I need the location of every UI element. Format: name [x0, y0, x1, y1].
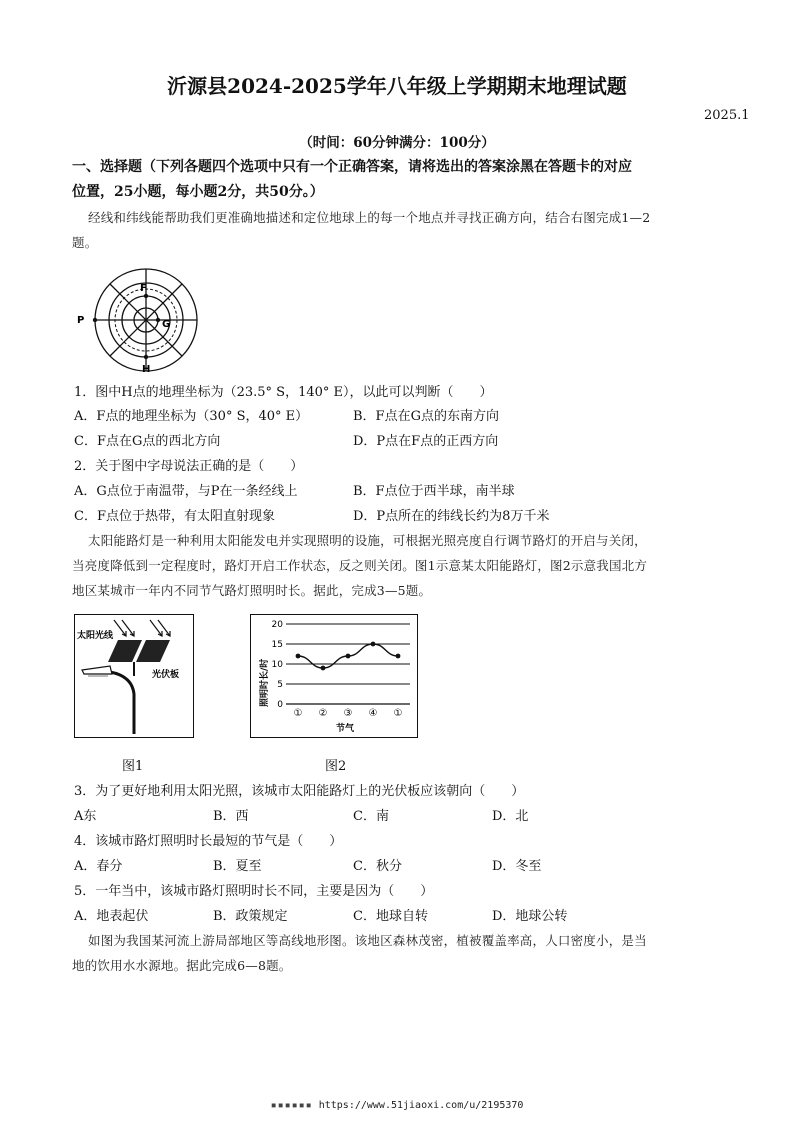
- x-tick-label: ③: [343, 708, 353, 719]
- data-point-1: [321, 666, 326, 671]
- y-tick-label: 5: [277, 680, 283, 690]
- y-tick-label: 15: [271, 640, 283, 650]
- q5-option-b: B．政策规定: [213, 909, 288, 924]
- solar-panel-left: [108, 640, 142, 662]
- y-tick-label: 10: [271, 660, 283, 670]
- q5-option-d: D．地球公转: [492, 909, 568, 924]
- q5-option-a: A．地表起伏: [74, 909, 149, 924]
- section-heading-line2: 位置，25小题，每小题2分，共50分。）: [72, 184, 324, 200]
- q4-option-a: A．春分: [74, 859, 123, 874]
- intro2-line2: 当亮度降低到一定程度时，路灯开启工作状态，反之则关闭。图1示意某太阳能路灯，图2示意我国北方: [72, 558, 648, 573]
- figure1-solar-lamp: [74, 614, 194, 738]
- intro3-line1: 如图为我国某河流上游局部地区等高线地形图。该地区森林茂密，植被覆盖率高，人口密度小，是当: [88, 933, 647, 948]
- lamp-head: [82, 666, 112, 674]
- label-h: H: [142, 364, 151, 375]
- sun-ray-arrows: [114, 620, 170, 636]
- time-info: （时间：60分钟满分：100分）: [299, 135, 495, 151]
- solar-panel-right: [136, 640, 170, 662]
- x-tick-label: ①: [293, 708, 303, 719]
- q1-option-a: A．F点的地理坐标为（30° S，40° E）: [74, 409, 309, 424]
- section-heading-line1: 一、选择题（下列各题四个选项中只有一个正确答案，请将选出的答案涂黑在答题卡的对应: [72, 159, 632, 175]
- q1-option-b: B．F点在G点的东南方向: [353, 409, 499, 424]
- label-p: P: [77, 315, 85, 326]
- q2-option-b: B．F点位于西半球，南半球: [353, 484, 515, 499]
- point-f-marker: [144, 294, 148, 298]
- data-point-3: [371, 642, 376, 647]
- page-footer: [0, 1100, 794, 1111]
- x-tick-label: ①: [393, 708, 403, 719]
- data-point-2: [346, 654, 351, 659]
- figure1-caption: 图1: [122, 759, 144, 774]
- q3-option-c: C．南: [353, 809, 389, 824]
- label-g: G: [162, 319, 171, 330]
- intro2-line3: 地区某城市一年内不同节气路灯照明时长。据此，完成3—5题。: [72, 583, 432, 598]
- q4-option-c: C．秋分: [353, 859, 402, 874]
- q3-option-b: B．西: [213, 809, 249, 824]
- q3-option-d: D．北: [492, 809, 529, 824]
- intro1-line2: 题。: [72, 235, 98, 250]
- exam-date: 2025.1: [704, 108, 750, 123]
- q4-stem: 4．该城市路灯照明时长最短的节气是（ ）: [74, 834, 343, 849]
- intro1-line1: 经线和纬线能帮助我们更准确地描述和定位地球上的每一个地点并寻找正确方向，结合右图完成1—2: [88, 210, 651, 225]
- label-f: F: [140, 283, 147, 294]
- q2-option-d: D．P点所在的纬线长约为8万千米: [353, 509, 550, 524]
- intro2-line1: 太阳能路灯是一种利用太阳能发电并实现照明的设施，可根据光照亮度自行调节路灯的开启与关闭，: [88, 533, 647, 548]
- point-h-marker: [144, 355, 148, 359]
- lamp-pole: [110, 672, 134, 734]
- q4-option-b: B．夏至: [213, 859, 262, 874]
- chart-frame: [251, 615, 418, 738]
- data-point-4: [396, 654, 401, 659]
- intro3-line2: 地的饮用水水源地。据此完成6—8题。: [72, 958, 292, 973]
- q5-stem: 5．一年当中，该城市路灯照明时长不同，主要是因为（ ）: [74, 884, 434, 899]
- footer-prefix: ▪▪▪▪▪▪: [270, 1100, 313, 1111]
- globe-figure: [74, 264, 204, 376]
- x-tick-label: ②: [318, 708, 328, 719]
- y-tick-label: 20: [271, 620, 283, 630]
- point-g-marker: [156, 318, 160, 322]
- q3-option-a: A东: [74, 809, 97, 824]
- q1-option-d: D．P点在F点的正西方向: [353, 434, 499, 449]
- sun-ray-label: 太阳光线: [77, 631, 114, 641]
- chart-ylabel: 照明时长/时: [260, 658, 270, 707]
- q1-option-c: C．F点在G点的西北方向: [74, 434, 221, 449]
- footer-url[interactable]: https://www.51jiaoxi.com/u/2195370: [318, 1100, 524, 1111]
- chart-xlabel: 节气: [336, 724, 355, 734]
- page-title: 沂源县2024-2025学年八年级上学期期末地理试题: [167, 74, 627, 98]
- figure2-chart: [250, 614, 418, 738]
- q3-stem: 3．为了更好地利用太阳光照，该城市太阳能路灯上的光伏板应该朝向（ ）: [74, 784, 525, 799]
- y-tick-label: 0: [277, 700, 283, 710]
- panel-label: 光伏板: [152, 670, 180, 680]
- q2-option-a: A．G点位于南温带，与P在一条经线上: [74, 484, 298, 499]
- q2-stem: 2．关于图中字母说法正确的是（ ）: [74, 459, 304, 474]
- q1-stem: 1．图中H点的地理坐标为（23.5° S，140° E），以此可以判断（ ）: [74, 385, 493, 400]
- q2-option-c: C．F点位于热带，有太阳直射现象: [74, 509, 275, 524]
- x-tick-label: ④: [368, 708, 378, 719]
- figure2-caption: 图2: [325, 759, 347, 774]
- data-point-0: [296, 654, 301, 659]
- q5-option-c: C．地球自转: [353, 909, 428, 924]
- point-p-marker: [93, 318, 97, 322]
- q4-option-d: D．冬至: [492, 859, 542, 874]
